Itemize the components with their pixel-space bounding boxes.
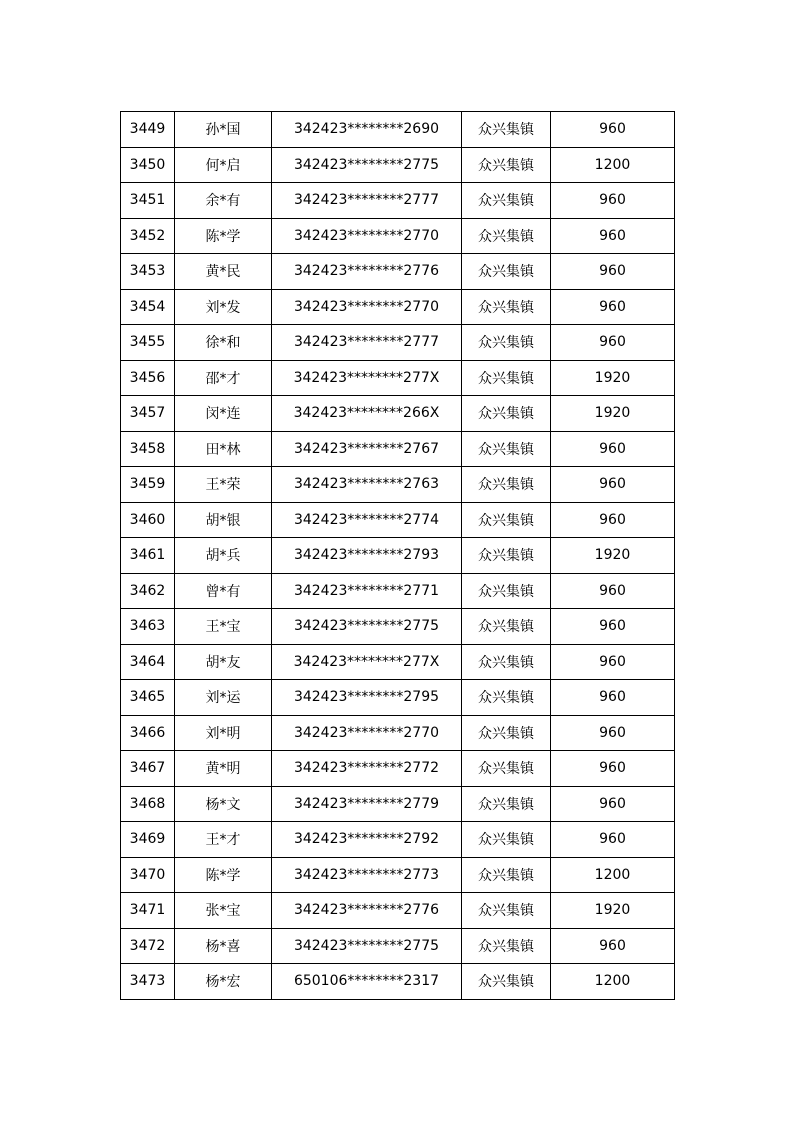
row-number-cell: 3466 — [121, 715, 175, 751]
name-cell: 孙*国 — [175, 112, 272, 148]
id-number-cell: 342423********2773 — [272, 857, 462, 893]
row-number-cell: 3457 — [121, 396, 175, 432]
row-number-cell: 3456 — [121, 360, 175, 396]
name-cell: 刘*明 — [175, 715, 272, 751]
amount-cell: 960 — [551, 289, 675, 325]
table-row — [121, 822, 675, 858]
table-row — [121, 147, 675, 183]
town-cell: 众兴集镇 — [462, 183, 551, 219]
town-cell: 众兴集镇 — [462, 893, 551, 929]
id-number-cell: 342423********2770 — [272, 289, 462, 325]
name-cell: 邵*才 — [175, 360, 272, 396]
name-cell: 刘*运 — [175, 680, 272, 716]
row-number-cell: 3469 — [121, 822, 175, 858]
amount-cell: 960 — [551, 183, 675, 219]
town-cell: 众兴集镇 — [462, 254, 551, 290]
name-cell: 徐*和 — [175, 325, 272, 361]
amount-cell: 960 — [551, 822, 675, 858]
name-cell: 闵*连 — [175, 396, 272, 432]
table-row — [121, 751, 675, 787]
name-cell: 陈*学 — [175, 857, 272, 893]
id-number-cell: 342423********2776 — [272, 254, 462, 290]
id-number-cell: 342423********2770 — [272, 715, 462, 751]
row-number-cell: 3449 — [121, 112, 175, 148]
table-row — [121, 218, 675, 254]
id-number-cell: 342423********266X — [272, 396, 462, 432]
table-row — [121, 786, 675, 822]
town-cell: 众兴集镇 — [462, 857, 551, 893]
amount-cell: 1920 — [551, 360, 675, 396]
name-cell: 杨*文 — [175, 786, 272, 822]
id-number-cell: 342423********2775 — [272, 147, 462, 183]
table-body — [121, 112, 675, 1000]
table-row — [121, 928, 675, 964]
row-number-cell: 3461 — [121, 538, 175, 574]
row-number-cell: 3459 — [121, 467, 175, 503]
town-cell: 众兴集镇 — [462, 289, 551, 325]
town-cell: 众兴集镇 — [462, 680, 551, 716]
name-cell: 杨*喜 — [175, 928, 272, 964]
amount-cell: 960 — [551, 431, 675, 467]
town-cell: 众兴集镇 — [462, 112, 551, 148]
amount-cell: 960 — [551, 325, 675, 361]
amount-cell: 960 — [551, 928, 675, 964]
name-cell: 胡*兵 — [175, 538, 272, 574]
id-number-cell: 342423********2772 — [272, 751, 462, 787]
town-cell: 众兴集镇 — [462, 360, 551, 396]
name-cell: 王*荣 — [175, 467, 272, 503]
table-row — [121, 396, 675, 432]
name-cell: 黄*民 — [175, 254, 272, 290]
name-cell: 胡*银 — [175, 502, 272, 538]
town-cell: 众兴集镇 — [462, 538, 551, 574]
name-cell: 刘*发 — [175, 289, 272, 325]
name-cell: 胡*友 — [175, 644, 272, 680]
amount-cell: 1920 — [551, 538, 675, 574]
subsidy-table — [120, 111, 675, 1000]
name-cell: 王*宝 — [175, 609, 272, 645]
id-number-cell: 342423********2793 — [272, 538, 462, 574]
name-cell: 张*宝 — [175, 893, 272, 929]
row-number-cell: 3462 — [121, 573, 175, 609]
table-row — [121, 467, 675, 503]
town-cell: 众兴集镇 — [462, 786, 551, 822]
amount-cell: 960 — [551, 112, 675, 148]
id-number-cell: 342423********277X — [272, 360, 462, 396]
id-number-cell: 342423********2767 — [272, 431, 462, 467]
row-number-cell: 3460 — [121, 502, 175, 538]
row-number-cell: 3453 — [121, 254, 175, 290]
id-number-cell: 342423********2771 — [272, 573, 462, 609]
town-cell: 众兴集镇 — [462, 573, 551, 609]
id-number-cell: 342423********2795 — [272, 680, 462, 716]
table-row — [121, 538, 675, 574]
row-number-cell: 3463 — [121, 609, 175, 645]
amount-cell: 960 — [551, 218, 675, 254]
row-number-cell: 3450 — [121, 147, 175, 183]
table-row — [121, 644, 675, 680]
table-row — [121, 893, 675, 929]
table-row — [121, 609, 675, 645]
amount-cell: 960 — [551, 467, 675, 503]
town-cell: 众兴集镇 — [462, 609, 551, 645]
id-number-cell: 650106********2317 — [272, 964, 462, 1000]
row-number-cell: 3465 — [121, 680, 175, 716]
name-cell: 杨*宏 — [175, 964, 272, 1000]
row-number-cell: 3464 — [121, 644, 175, 680]
row-number-cell: 3470 — [121, 857, 175, 893]
amount-cell: 960 — [551, 786, 675, 822]
town-cell: 众兴集镇 — [462, 964, 551, 1000]
amount-cell: 960 — [551, 609, 675, 645]
town-cell: 众兴集镇 — [462, 431, 551, 467]
amount-cell: 960 — [551, 680, 675, 716]
id-number-cell: 342423********2776 — [272, 893, 462, 929]
row-number-cell: 3472 — [121, 928, 175, 964]
row-number-cell: 3451 — [121, 183, 175, 219]
table-row — [121, 289, 675, 325]
id-number-cell: 342423********2774 — [272, 502, 462, 538]
name-cell: 余*有 — [175, 183, 272, 219]
row-number-cell: 3473 — [121, 964, 175, 1000]
table-row — [121, 715, 675, 751]
name-cell: 黄*明 — [175, 751, 272, 787]
id-number-cell: 342423********2792 — [272, 822, 462, 858]
town-cell: 众兴集镇 — [462, 502, 551, 538]
id-number-cell: 342423********2770 — [272, 218, 462, 254]
amount-cell: 960 — [551, 254, 675, 290]
name-cell: 田*林 — [175, 431, 272, 467]
name-cell: 何*启 — [175, 147, 272, 183]
table-row — [121, 431, 675, 467]
table-row — [121, 360, 675, 396]
amount-cell: 1200 — [551, 964, 675, 1000]
town-cell: 众兴集镇 — [462, 325, 551, 361]
table-row — [121, 680, 675, 716]
row-number-cell: 3455 — [121, 325, 175, 361]
table-row — [121, 857, 675, 893]
table-row — [121, 573, 675, 609]
table-row — [121, 502, 675, 538]
table-row — [121, 254, 675, 290]
town-cell: 众兴集镇 — [462, 218, 551, 254]
town-cell: 众兴集镇 — [462, 396, 551, 432]
amount-cell: 1200 — [551, 147, 675, 183]
row-number-cell: 3471 — [121, 893, 175, 929]
id-number-cell: 342423********2779 — [272, 786, 462, 822]
town-cell: 众兴集镇 — [462, 822, 551, 858]
table-row — [121, 325, 675, 361]
id-number-cell: 342423********2763 — [272, 467, 462, 503]
name-cell: 陈*学 — [175, 218, 272, 254]
amount-cell: 960 — [551, 644, 675, 680]
amount-cell: 1200 — [551, 857, 675, 893]
amount-cell: 960 — [551, 573, 675, 609]
row-number-cell: 3468 — [121, 786, 175, 822]
table-row — [121, 964, 675, 1000]
amount-cell: 1920 — [551, 893, 675, 929]
row-number-cell: 3458 — [121, 431, 175, 467]
name-cell: 王*才 — [175, 822, 272, 858]
id-number-cell: 342423********2775 — [272, 609, 462, 645]
town-cell: 众兴集镇 — [462, 751, 551, 787]
name-cell: 曾*有 — [175, 573, 272, 609]
row-number-cell: 3452 — [121, 218, 175, 254]
amount-cell: 960 — [551, 715, 675, 751]
id-number-cell: 342423********2777 — [272, 183, 462, 219]
town-cell: 众兴集镇 — [462, 467, 551, 503]
table-row — [121, 183, 675, 219]
row-number-cell: 3454 — [121, 289, 175, 325]
town-cell: 众兴集镇 — [462, 644, 551, 680]
row-number-cell: 3467 — [121, 751, 175, 787]
town-cell: 众兴集镇 — [462, 147, 551, 183]
id-number-cell: 342423********2690 — [272, 112, 462, 148]
amount-cell: 1920 — [551, 396, 675, 432]
id-number-cell: 342423********277X — [272, 644, 462, 680]
id-number-cell: 342423********2775 — [272, 928, 462, 964]
amount-cell: 960 — [551, 751, 675, 787]
town-cell: 众兴集镇 — [462, 928, 551, 964]
amount-cell: 960 — [551, 502, 675, 538]
table-row — [121, 112, 675, 148]
town-cell: 众兴集镇 — [462, 715, 551, 751]
id-number-cell: 342423********2777 — [272, 325, 462, 361]
